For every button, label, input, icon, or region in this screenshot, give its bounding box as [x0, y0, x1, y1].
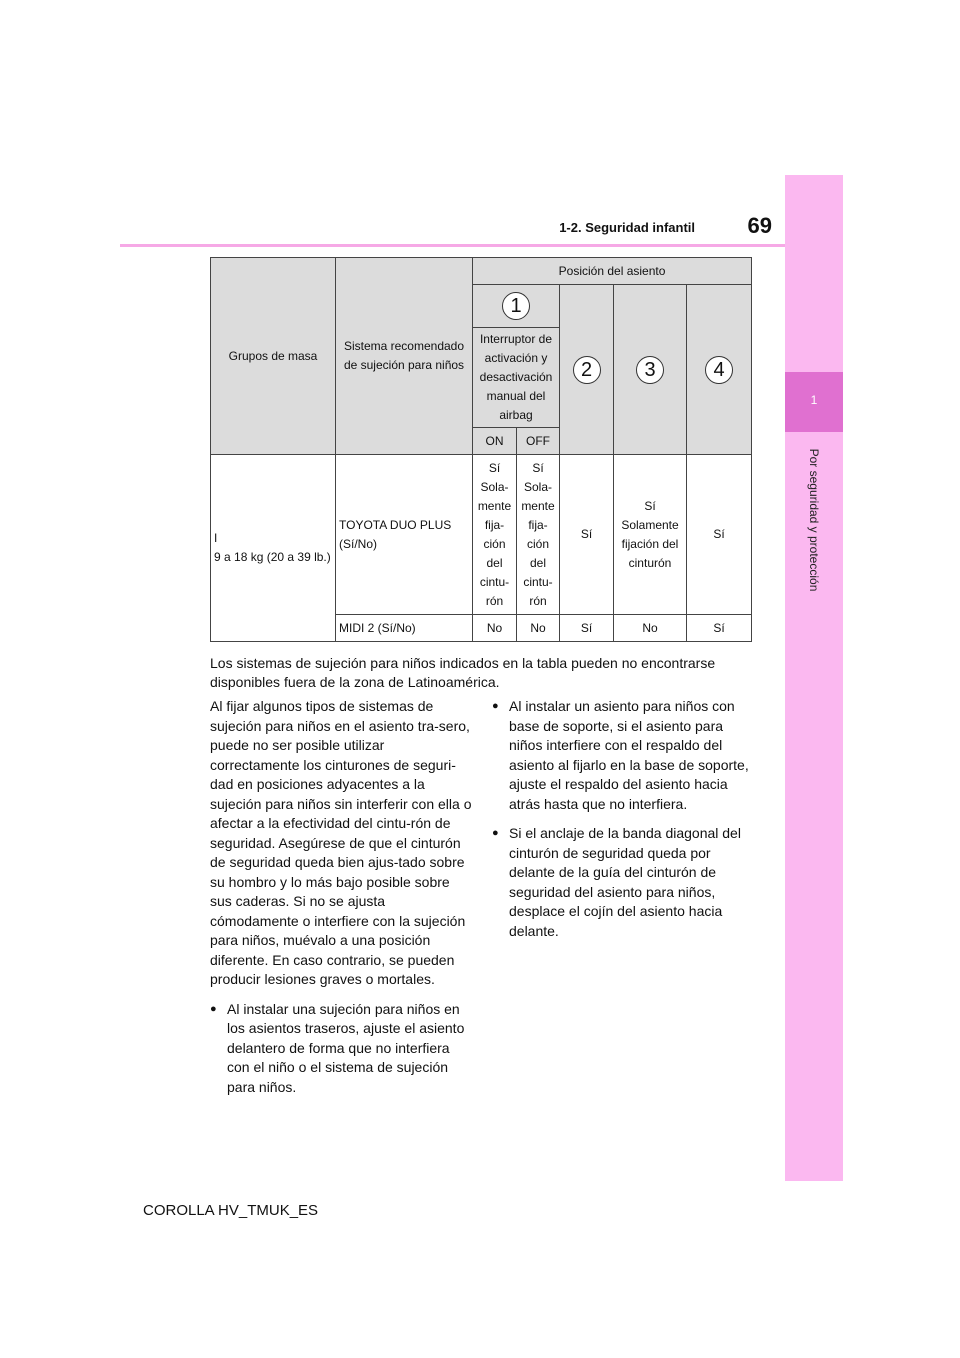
row2-seat1-off: No [517, 615, 560, 642]
col-header-position: Posición del asiento [473, 258, 752, 285]
row1-seat3 [614, 455, 687, 615]
row1-seat1-off-line: del [529, 555, 546, 570]
airbag-on-header: ON [473, 428, 517, 455]
bullet-dot-icon: ● [492, 827, 499, 839]
row1-seat1-on-line: mente [477, 498, 512, 513]
body-paragraph: Al fijar algunos tipos de sistemas de sujeción para niños en el asiento tra-sero, puede no ser posible utilizar correctamente los cinturones de seguri-dad en posiciones adyacentes a la sujeción para niños sin interferir con ella o afectar a la efectividad del cintu-rón de seguridad. Asegúrese de que el cinturón de seguridad queda bien ajus-tado sobre su hombro y lo más bajo posible sobre sus caderas. Si no se ajusta cómodamente o interfiere con la sujeción para niños, muévalo a una posición diferente. En caso contrario, se pueden producir lesiones graves o mortales. [210, 698, 472, 987]
row1-seat1-off-line: cintu- [523, 574, 553, 589]
row1-seat1-on-line: Sola- [480, 479, 509, 494]
group-cell [211, 455, 336, 642]
footer-model-code: COROLLA HV_TMUK_ES [143, 1202, 319, 1219]
row1-seat1-on-line: del [486, 555, 503, 570]
bullet-text: Al instalar un asiento para niños con base de soporte, si el asiento para niños interfiere con el respaldo del asiento al fijarlo en la base de soporte, ajuste el respaldo del asiento hacia atrás hasta que no interfiera. [509, 698, 749, 812]
bullet-dot-icon: ● [492, 700, 499, 712]
row2-system: MIDI 2 (Sí/No) [336, 615, 473, 642]
row2-seat2: Sí [560, 615, 614, 642]
seat-3-badge: 3 [636, 356, 664, 384]
col-header-system: Sistema recomendado de sujeción para niños [336, 258, 473, 455]
row1-seat3-line: cinturón [628, 555, 672, 570]
left-column [210, 697, 472, 1097]
row2-seat3: No [614, 615, 687, 642]
row1-seat1-on-line: Sí [488, 460, 501, 475]
side-tab-label: Por seguridad y protección [807, 448, 821, 592]
page-number: 69 [747, 213, 772, 238]
bullet-text: Al instalar una sujeción para niños en los asientos traseros, ajuste el asiento delantero de forma que no interfiera con el niño o el sistema de sujeción para niños. [227, 1000, 465, 1095]
row1-seat1-off-line: Sola- [523, 479, 552, 494]
row1-seat3-line: Solamente [621, 517, 679, 532]
bullet-item [492, 824, 752, 941]
row1-seat1-on-line: fija- [484, 517, 505, 532]
child-seat-table [210, 257, 752, 642]
bullet-text: Si el anclaje de la banda diagonal del cinturón de seguridad queda por delante de la guía del cinturón de seguridad del asiento para niños, desplace el cojín del asiento hacia delante. [509, 825, 741, 939]
row1-seat1-off [517, 455, 560, 615]
row1-seat1-off-line: ción [526, 536, 549, 551]
row2-seat1-on: No [473, 615, 517, 642]
group-range: 9 a 18 kg (20 a 39 lb.) [214, 550, 331, 564]
row2-seat4: Sí [687, 615, 752, 642]
seat-2-header [560, 285, 614, 455]
seat-1-badge: 1 [502, 292, 530, 320]
row1-seat1-on-line: ción [483, 536, 506, 551]
airbag-switch-header: Interruptor de activación y desactivación manual del airbag [473, 328, 560, 428]
airbag-off-header: OFF [517, 428, 560, 455]
bullet-dot-icon: ● [210, 1002, 217, 1015]
row1-seat2: Sí [560, 455, 614, 615]
row1-seat1-off-line: fija- [528, 517, 548, 532]
row1-seat1-off-line: Sí [532, 460, 544, 475]
header-rule [120, 244, 785, 247]
section-title: 1-2. Seguridad infantil [559, 220, 695, 235]
side-tab-number: 1 [785, 372, 843, 432]
row1-seat1-on-line: rón [485, 593, 504, 608]
seat-2-badge: 2 [573, 356, 601, 384]
right-column [492, 697, 752, 941]
bullet-item [492, 697, 752, 814]
row1-seat1-on-line: cintu- [479, 574, 510, 589]
seat-4-badge: 4 [705, 356, 733, 384]
row1-seat1-off-line: mente [521, 498, 555, 513]
row1-seat3-line: Sí [644, 498, 656, 513]
col-header-group: Grupos de masa [211, 258, 336, 455]
row1-seat4: Sí [687, 455, 752, 615]
row1-seat1-off-line: rón [529, 593, 547, 608]
row1-system: TOYOTA DUO PLUS (Sí/No) [336, 455, 473, 615]
seat-3-header [614, 285, 687, 455]
group-label: I [214, 531, 218, 545]
table-note: Los sistemas de sujeción para niños indicados en la tabla pueden no encontrarse disponibles fuera de la zona de Latinoamérica. [210, 655, 716, 690]
seat-1-header [473, 285, 560, 328]
seat-4-header [687, 285, 752, 455]
side-tab [785, 175, 843, 1181]
row1-seat3-line: fijación del [621, 536, 679, 551]
row1-seat1-on [473, 455, 517, 615]
bullet-item [210, 1000, 472, 1098]
